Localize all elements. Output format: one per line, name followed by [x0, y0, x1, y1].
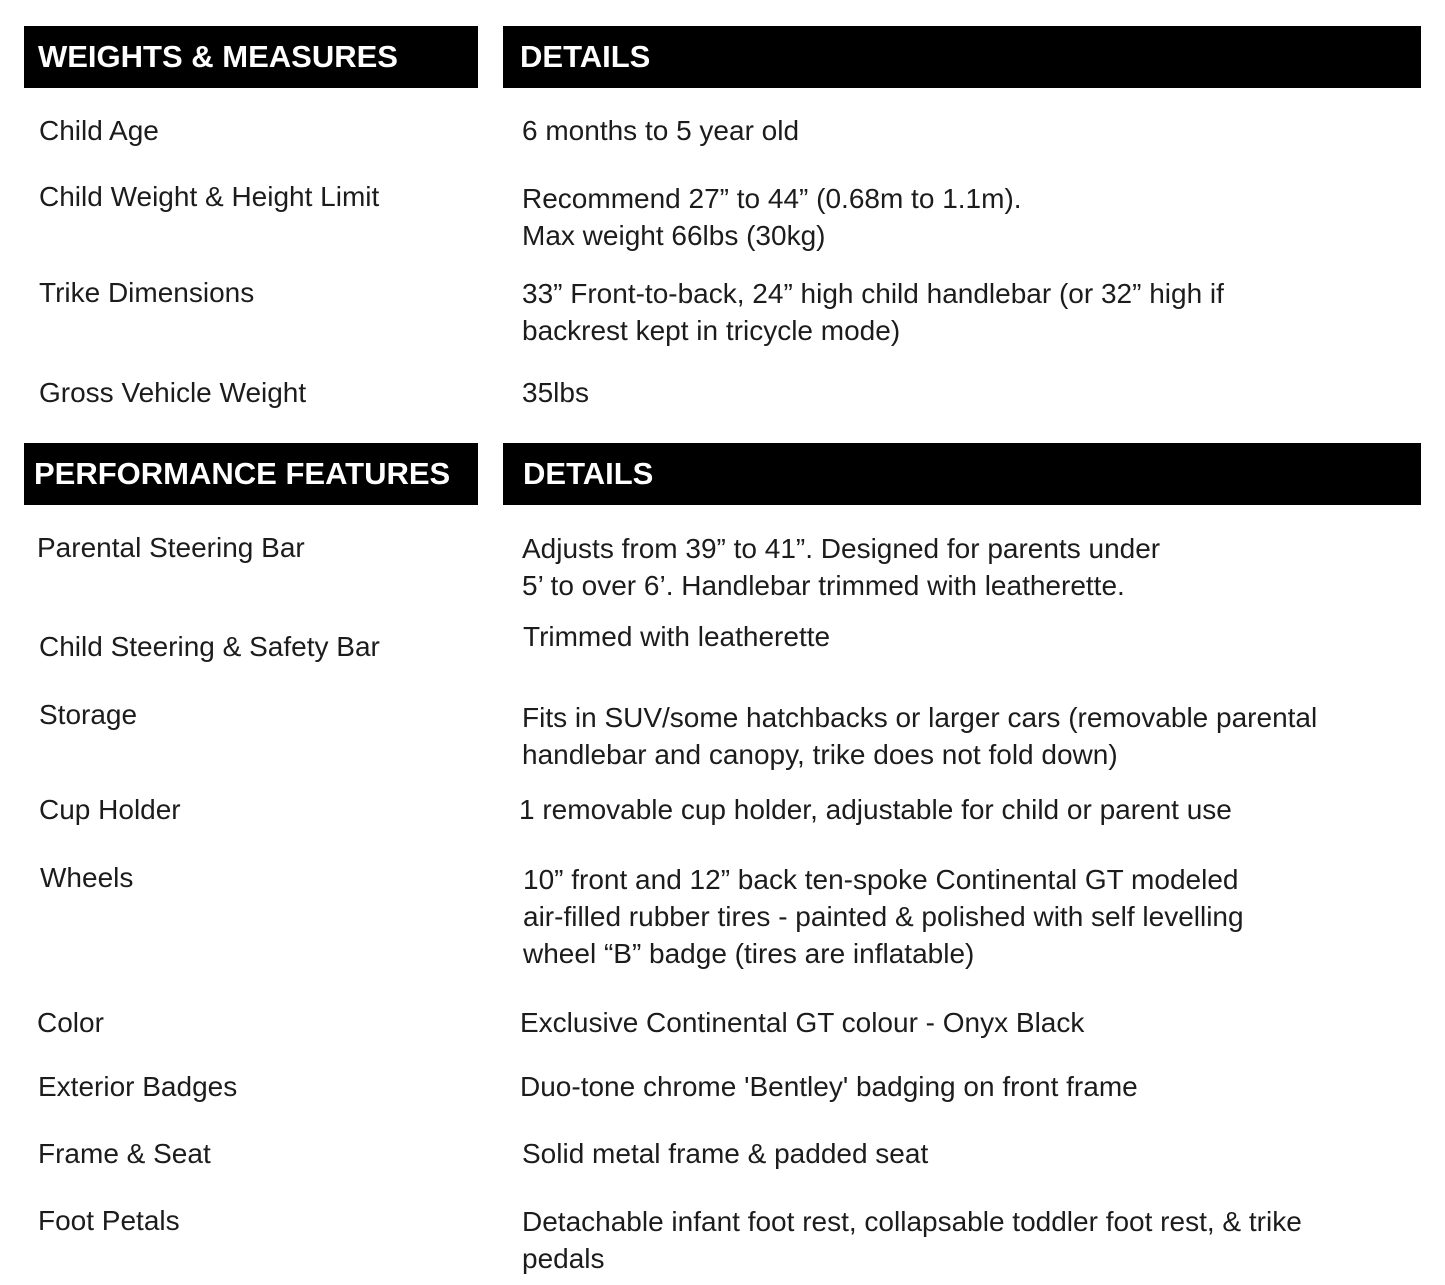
spec-value-line: air-filled rubber tires - painted & polished with self levelling: [523, 901, 1244, 932]
spec-value: [520, 1004, 1084, 1041]
spec-label: Foot Petals: [38, 1205, 180, 1236]
spec-value: [522, 374, 589, 411]
spec-label: Wheels: [40, 862, 134, 893]
section-header-performance-features: PERFORMANCE FEATURES: [24, 443, 478, 505]
spec-value-line: backrest kept in tricycle mode): [522, 315, 901, 346]
spec-label: Storage: [39, 699, 138, 730]
spec-value: [522, 699, 1317, 773]
spec-value-line: Trimmed with leatherette: [523, 621, 831, 652]
spec-value-line: Adjusts from 39” to 41”. Designed for parents under: [522, 533, 1161, 564]
spec-label: Cup Holder: [39, 794, 181, 825]
spec-value-line: Exclusive Continental GT colour - Onyx Black: [520, 1007, 1085, 1038]
spec-value-line: Fits in SUV/some hatchbacks or larger cars (removable parental: [522, 702, 1318, 733]
spec-label: Child Age: [39, 115, 159, 146]
spec-value: [522, 180, 1022, 254]
spec-value-line: 35lbs: [522, 377, 589, 408]
spec-value: [520, 1068, 1138, 1105]
spec-value: [523, 861, 1244, 972]
spec-value-line: Duo-tone chrome 'Bentley' badging on front frame: [520, 1071, 1138, 1102]
spec-label: Color: [37, 1007, 104, 1038]
spec-label: Child Weight & Height Limit: [39, 181, 380, 212]
spec-label: Frame & Seat: [38, 1138, 211, 1169]
spec-value-line: Solid metal frame & padded seat: [522, 1138, 929, 1169]
spec-label: Trike Dimensions: [39, 277, 255, 308]
spec-value-line: 5’ to over 6’. Handlebar trimmed with leatherette.: [522, 570, 1125, 601]
spec-value-line: 1 removable cup holder, adjustable for child or parent use: [519, 794, 1232, 825]
spec-value-line: handlebar and canopy, trike does not fold down): [522, 739, 1118, 770]
spec-value-line: 33” Front-to-back, 24” high child handlebar (or 32” high if: [522, 278, 1224, 309]
spec-value-line: 10” front and 12” back ten-spoke Continental GT modeled: [523, 864, 1239, 895]
spec-value-line: Recommend 27” to 44” (0.68m to 1.1m).: [522, 183, 1022, 214]
spec-value-line: Max weight 66lbs (30kg): [522, 220, 826, 251]
spec-value-line: wheel “B” badge (tires are inflatable): [523, 938, 975, 969]
spec-value: [523, 618, 830, 655]
spec-value: [522, 1203, 1302, 1277]
section-header-details: DETAILS: [503, 26, 1421, 88]
spec-value-line: 6 months to 5 year old: [522, 115, 800, 146]
section-header-weights-measures: WEIGHTS & MEASURES: [24, 26, 478, 88]
spec-value: [522, 1135, 928, 1172]
spec-value: [522, 112, 799, 149]
spec-label: Exterior Badges: [38, 1071, 238, 1102]
spec-value: [522, 275, 1224, 349]
spec-value: [519, 791, 1232, 828]
spec-label: Gross Vehicle Weight: [39, 377, 307, 408]
spec-label: Child Steering & Safety Bar: [39, 631, 380, 662]
spec-label: Parental Steering Bar: [37, 532, 305, 563]
section-header-details: DETAILS: [503, 443, 1421, 505]
spec-value: [522, 530, 1160, 604]
spec-value-line: pedals: [522, 1243, 605, 1274]
spec-value-line: Detachable infant foot rest, collapsable toddler foot rest, & trike: [522, 1206, 1302, 1237]
